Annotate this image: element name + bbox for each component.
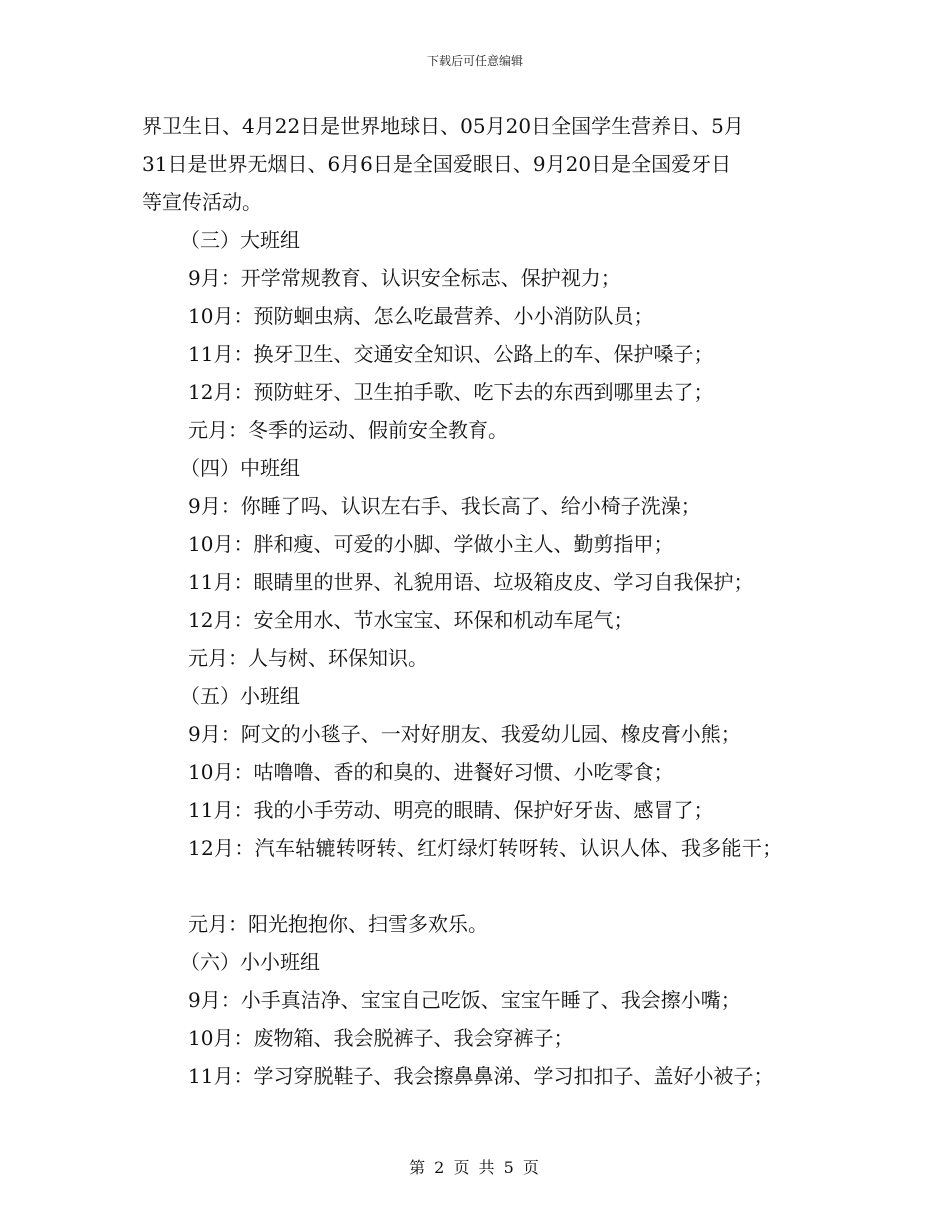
list-item: 10月：咕噜噜、香的和臭的、进餐好习惯、小吃零食；: [188, 760, 674, 784]
section-title-toddler-class: （六）小小班组: [180, 950, 320, 974]
list-item: 9月：你睡了吗、认识左右手、我长高了、给小椅子洗澡；: [188, 494, 701, 518]
blank-line: [142, 867, 822, 905]
list-item: 10月：胖和瘦、可爱的小脚、学做小主人、勤剪指甲；: [188, 532, 674, 556]
section-title-senior-class: （三）大班组: [180, 228, 300, 252]
list-item: 12月：安全用水、节水宝宝、环保和机动车尾气；: [188, 608, 634, 632]
paragraph-line: 等宣传活动。: [142, 190, 262, 214]
section-title-junior-class: （五）小班组: [180, 684, 300, 708]
list-item: 11月：我的小手劳动、明亮的眼睛、保护好牙齿、感冒了；: [188, 798, 714, 822]
paragraph-line: 31日是世界无烟日、6月6日是全国爱眼日、9月20日是全国爱牙日: [142, 152, 732, 176]
list-item: 11月：换牙卫生、交通安全知识、公路上的车、保护嗓子；: [188, 342, 714, 366]
list-item: 元月：人与树、环保知识。: [188, 646, 428, 670]
list-item: 元月：冬季的运动、假前安全教育。: [188, 418, 508, 442]
list-item: 10月：预防蛔虫病、怎么吃最营养、小小消防队员；: [188, 304, 654, 328]
page-header: 下载后可任意编辑: [426, 54, 523, 68]
list-item: 11月：学习穿脱鞋子、我会擦鼻鼻涕、学习扣扣子、盖好小被子；: [188, 1064, 774, 1088]
page-footer: 第 2 页 共 5 页: [409, 1158, 541, 1177]
list-item: 9月：开学常规教育、认识安全标志、保护视力；: [188, 266, 621, 290]
section-title-middle-class: （四）中班组: [180, 456, 300, 480]
list-item: 10月：废物箱、我会脱裤子、我会穿裤子；: [188, 1026, 574, 1050]
list-item: 12月：预防蛀牙、卫生拍手歌、吃下去的东西到哪里去了；: [188, 380, 714, 404]
list-item: 元月：阳光抱抱你、扫雪多欢乐。: [188, 912, 488, 936]
document-body: [142, 107, 822, 1095]
paragraph-line: 界卫生日、4月22日是世界地球日、05月20日全国学生营养日、5月: [142, 114, 744, 138]
list-item: 9月：阿文的小毯子、一对好朋友、我爱幼儿园、橡皮膏小熊；: [188, 722, 741, 746]
list-item: 11月：眼睛里的世界、礼貌用语、垃圾箱皮皮、学习自我保护；: [188, 570, 754, 594]
list-item: 12月：汽车轱辘转呀转、红灯绿灯转呀转、认识人体、我多能干；: [188, 836, 783, 860]
list-item: 9月：小手真洁净、宝宝自己吃饭、宝宝午睡了、我会擦小嘴；: [188, 988, 741, 1012]
